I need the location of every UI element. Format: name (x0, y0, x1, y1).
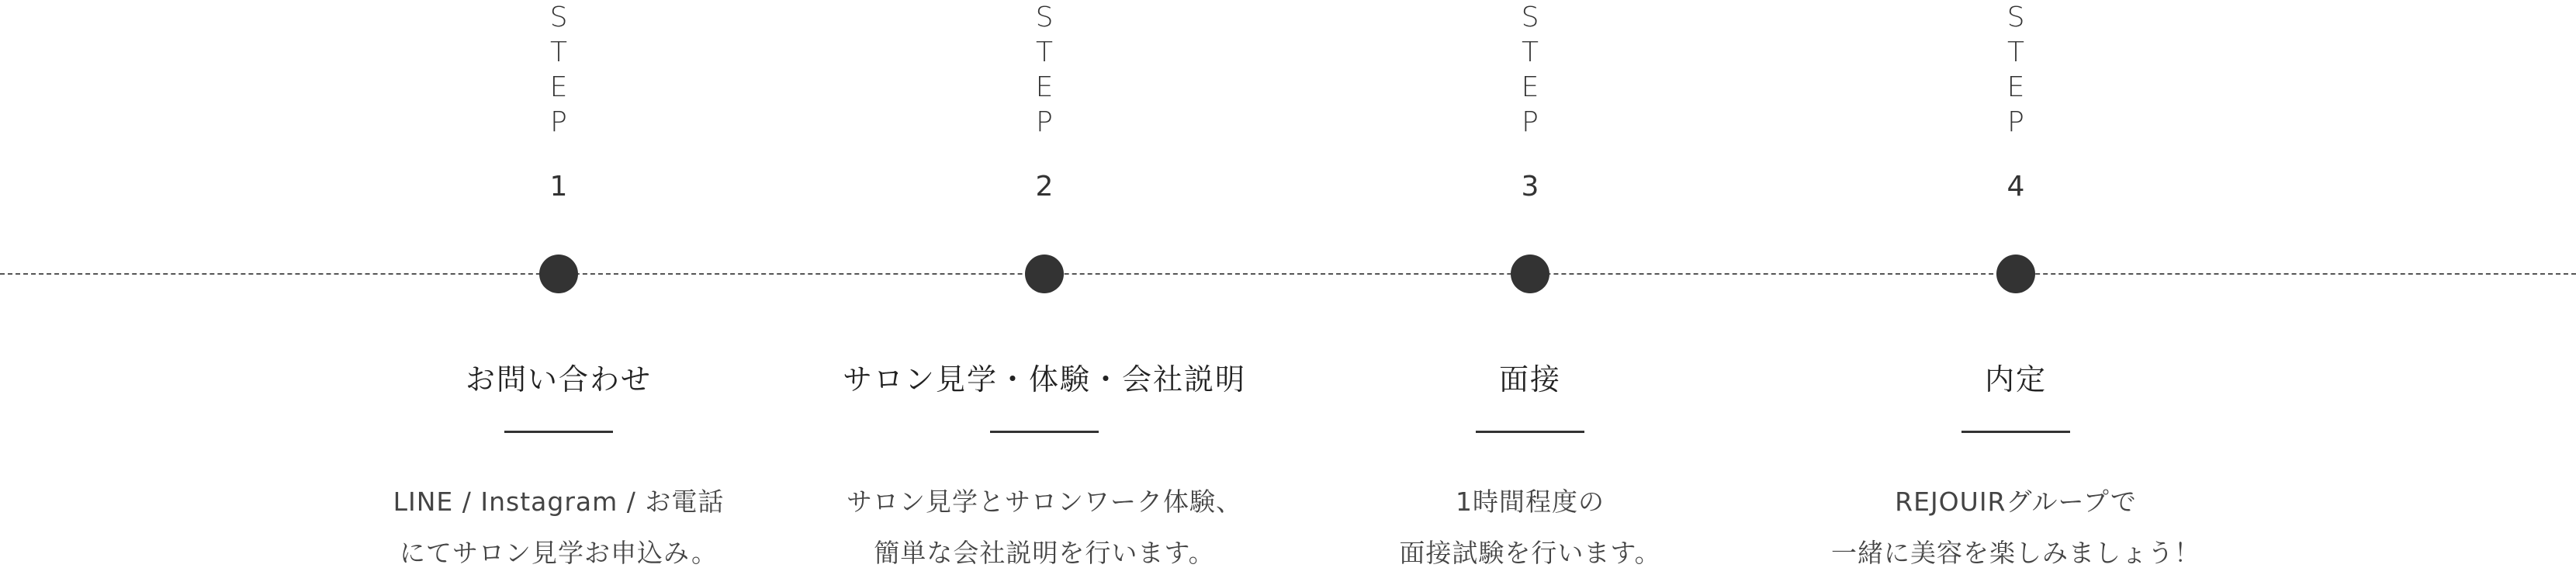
step-description (765, 476, 1324, 568)
step-description-line: 簡単な会社説明を行います。 (874, 538, 1215, 568)
step-number: 1 (549, 171, 568, 203)
timeline-step-4 (1736, 0, 2295, 568)
step-letter: T (2006, 36, 2024, 68)
step-number: 3 (1521, 171, 1539, 203)
step-letter: S (549, 2, 568, 33)
step-word (1522, 0, 1539, 140)
step-description-line: 一緒に美容を楽しみましょう！ (1831, 538, 2200, 568)
timeline-step-3 (1251, 0, 1809, 568)
step-letter: P (1522, 106, 1539, 138)
step-title: お問い合わせ (465, 362, 652, 397)
step-description (1736, 476, 2295, 568)
step-letter: S (1035, 2, 1054, 33)
step-word (1036, 0, 1054, 140)
step-title: 面接 (1498, 362, 1561, 397)
step-letter: S (1521, 2, 1539, 33)
step-letter: E (2006, 71, 2025, 103)
step-description-line: 1時間程度の (1456, 487, 1605, 517)
step-dot-icon (539, 255, 578, 293)
step-title: 内定 (1984, 362, 2047, 397)
step-letter: E (1035, 71, 1054, 103)
step-description-line: サロン見学とサロンワーク体験、 (847, 487, 1242, 517)
step-description-line: にてサロン見学お申込み。 (400, 538, 718, 568)
timeline-step-2 (765, 0, 1324, 568)
step-letter: P (1036, 106, 1053, 138)
step-title-underline (1961, 431, 2070, 433)
step-letter: T (1521, 36, 1539, 68)
step-title-underline (1476, 431, 1584, 433)
step-number: 4 (2006, 171, 2025, 203)
step-number: 2 (1035, 171, 1054, 203)
step-dot-icon (1025, 255, 1064, 293)
step-word (2007, 0, 2025, 140)
step-description-line: LINE / Instagram / お電話 (393, 487, 725, 517)
step-title: サロン見学・体験・会社説明 (842, 362, 1246, 397)
step-letter: E (549, 71, 568, 103)
step-letter: E (1521, 71, 1539, 103)
step-label (1736, 0, 2295, 204)
step-letter: P (2007, 106, 2024, 138)
step-description-line: REJOUIRグループで (1895, 487, 2137, 517)
step-label (1251, 0, 1809, 204)
step-letter: T (549, 36, 567, 68)
step-description (1251, 476, 1809, 568)
step-dot-icon (1511, 255, 1549, 293)
step-dot-icon (1996, 255, 2035, 293)
step-title-underline (990, 431, 1099, 433)
step-word (550, 0, 568, 140)
step-letter: T (1035, 36, 1053, 68)
step-title-underline (504, 431, 613, 433)
timeline-step-1 (279, 0, 838, 568)
step-description (279, 476, 838, 568)
step-letter: S (2006, 2, 2025, 33)
step-letter: P (550, 106, 567, 138)
step-description-line: 面接試験を行います。 (1399, 538, 1661, 568)
step-label (279, 0, 838, 204)
step-label (765, 0, 1324, 204)
